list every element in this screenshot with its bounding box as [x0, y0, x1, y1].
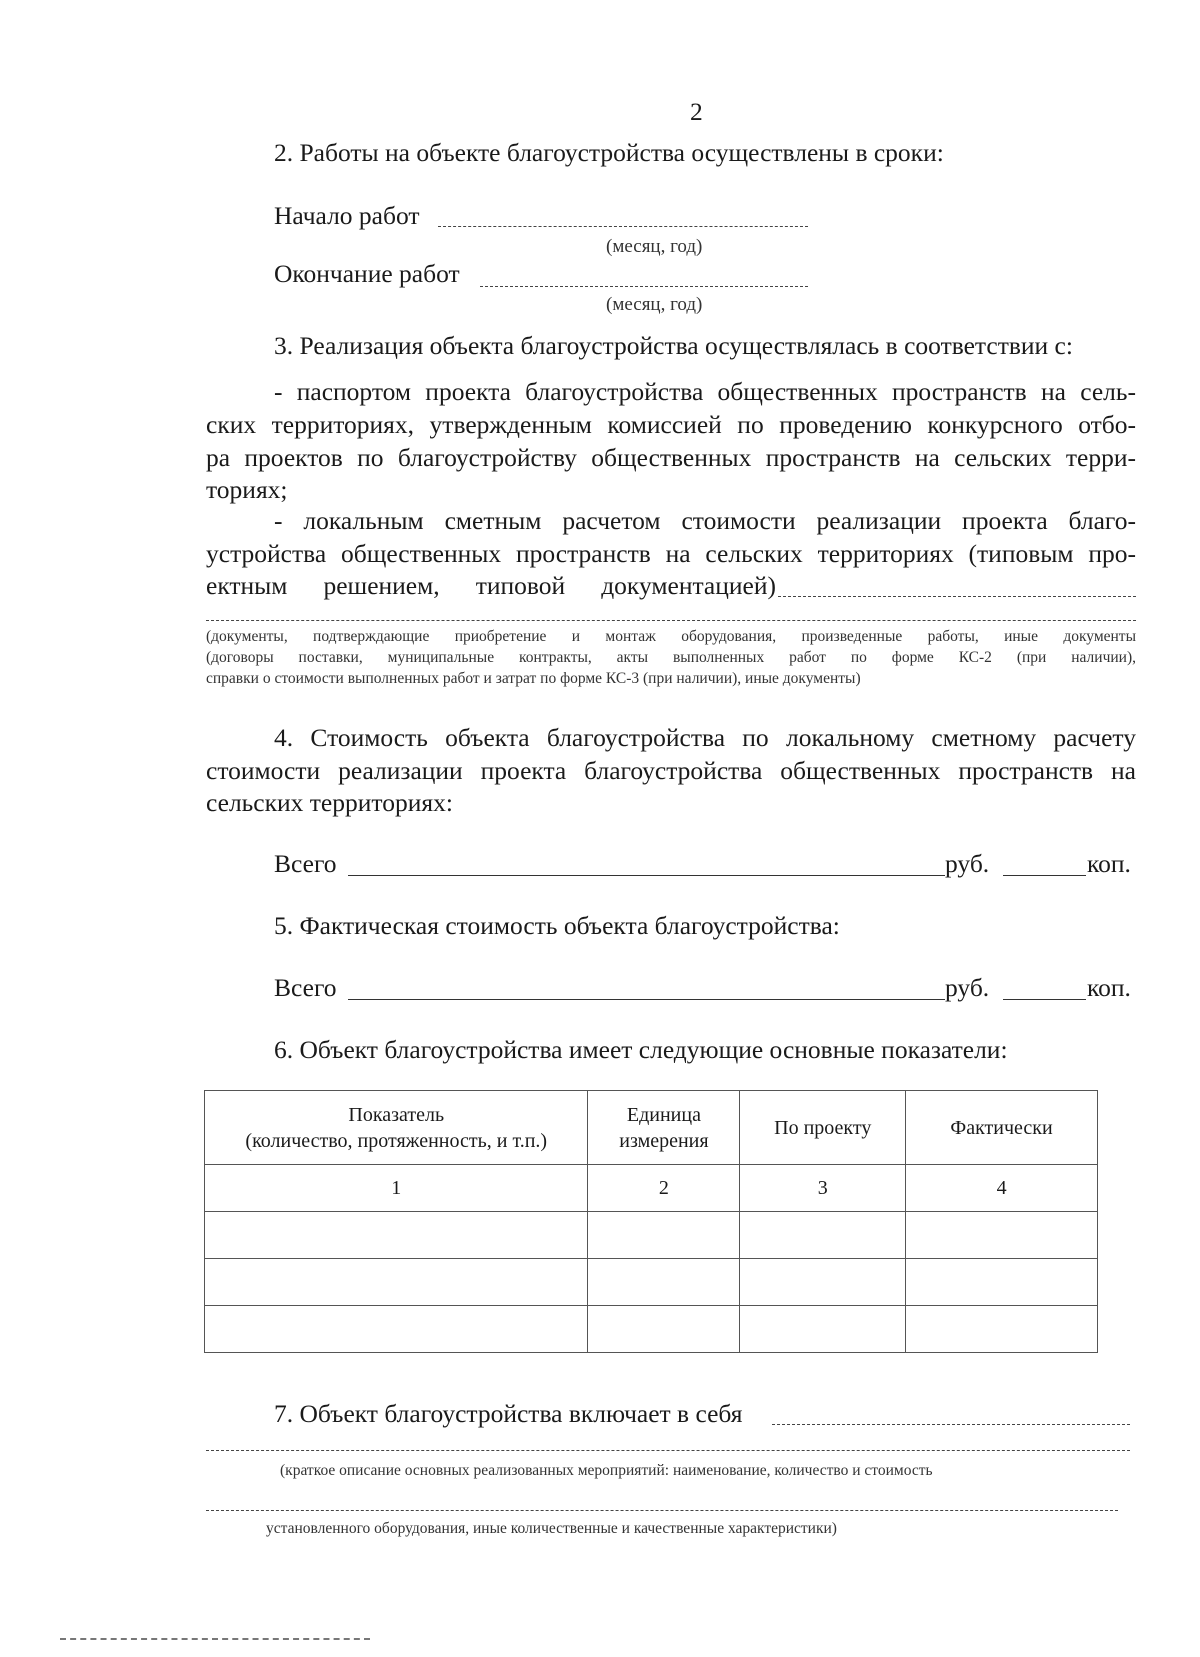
item2-line-1: - локальным сметным расчетом стоимости реализации проекта благо- — [274, 506, 1136, 535]
item1-line-4: ториях; — [206, 475, 288, 504]
start-date-field[interactable] — [438, 226, 808, 227]
docs-note-line-3: справки о стоимости выполненных работ и затрат по форме КС-3 (при наличии), иные документы) — [206, 670, 861, 687]
s7-note-2: установленного оборудования, иные количественные и качественные характеристики) — [266, 1520, 837, 1537]
s7-note-1: (краткое описание основных реализованных мероприятий: наименование, количество и стоимость — [280, 1462, 933, 1479]
section-3-heading: 3. Реализация объекта благоустройства осуществлялась в соответствии с: — [274, 331, 1073, 360]
table-row — [205, 1306, 1098, 1353]
end-date-hint: (месяц, год) — [606, 294, 703, 315]
table-row — [205, 1212, 1098, 1259]
estimate-field[interactable] — [778, 596, 1136, 597]
section-4-line-2: стоимости реализации проекта благоустройства общественных пространств на — [206, 756, 1136, 785]
s4-kop-field[interactable] — [1003, 875, 1086, 876]
table-cell[interactable] — [588, 1259, 740, 1306]
s5-kop-label: коп. — [1087, 973, 1131, 1002]
col-number-1: 1 — [205, 1165, 588, 1212]
page-number: 2 — [690, 97, 703, 126]
table-cell[interactable] — [906, 1306, 1098, 1353]
s4-rub-field[interactable] — [348, 875, 945, 876]
s5-kop-field[interactable] — [1003, 999, 1086, 1000]
section-6-heading: 6. Объект благоустройства имеет следующие основные показатели: — [274, 1035, 1008, 1064]
indicators-table — [204, 1090, 1098, 1353]
header-indicator: Показатель (количество, протяженность, и т.п.) — [205, 1091, 588, 1165]
scan-artifact-line — [60, 1638, 370, 1640]
start-label: Начало работ — [274, 201, 420, 230]
table-cell[interactable] — [906, 1212, 1098, 1259]
s4-total-label: Всего — [274, 849, 337, 878]
s4-rub-label: руб. — [945, 849, 990, 878]
section-7-heading: 7. Объект благоустройства включает в себя — [274, 1399, 743, 1428]
table-cell[interactable] — [740, 1259, 906, 1306]
section-4-line-1: 4. Стоимость объекта благоустройства по локальному сметному расчету — [274, 723, 1136, 752]
header-unit: Единица измерения — [588, 1091, 740, 1165]
item1-line-2: ских территориях, утвержденным комиссией по проведению конкурсного отбо- — [206, 410, 1136, 439]
item2-line-3: ектным решением, типовой документацией) — [206, 571, 776, 600]
item1-line-1: - паспортом проекта благоустройства общественных пространств на сель- — [274, 377, 1136, 406]
table-cell[interactable] — [588, 1212, 740, 1259]
s7-field-3[interactable] — [206, 1510, 1118, 1511]
header-by-project: По проекту — [740, 1091, 906, 1165]
col-number-2: 2 — [588, 1165, 740, 1212]
s7-field-2[interactable] — [206, 1450, 1130, 1451]
item1-line-3: ра проектов по благоустройству общественных пространств на сельских терри- — [206, 443, 1136, 472]
table-cell[interactable] — [906, 1259, 1098, 1306]
s5-rub-label: руб. — [945, 973, 990, 1002]
table-cell[interactable] — [740, 1306, 906, 1353]
start-date-hint: (месяц, год) — [606, 236, 703, 257]
section-4-line-3: сельских территориях: — [206, 788, 453, 817]
table-row — [205, 1259, 1098, 1306]
col-number-3: 3 — [740, 1165, 906, 1212]
header-actual: Фактически — [906, 1091, 1098, 1165]
item2-line-2: устройства общественных пространств на сельских территориях (типовым про- — [206, 539, 1136, 568]
end-date-field[interactable] — [480, 286, 808, 287]
s5-total-label: Всего — [274, 973, 337, 1002]
table-cell[interactable] — [740, 1212, 906, 1259]
docs-field[interactable] — [206, 620, 1136, 621]
table-number-row — [205, 1165, 1098, 1212]
table-cell[interactable] — [205, 1306, 588, 1353]
table-cell[interactable] — [205, 1259, 588, 1306]
table-cell[interactable] — [588, 1306, 740, 1353]
end-label: Окончание работ — [274, 259, 460, 288]
section-5-heading: 5. Фактическая стоимость объекта благоустройства: — [274, 911, 840, 940]
table-cell[interactable] — [205, 1212, 588, 1259]
s4-kop-label: коп. — [1087, 849, 1131, 878]
s5-rub-field[interactable] — [348, 999, 945, 1000]
section-2-heading: 2. Работы на объекте благоустройства осуществлены в сроки: — [274, 138, 944, 167]
docs-note-line-2: (договоры поставки, муниципальные контракты, акты выполненных работ по форме КС-2 (при наличии), — [206, 649, 1136, 666]
s7-field-1[interactable] — [772, 1424, 1130, 1425]
table-header-row — [205, 1091, 1098, 1165]
docs-note-line-1: (документы, подтверждающие приобретение и монтаж оборудования, произведенные работы, иные документы — [206, 628, 1136, 645]
col-number-4: 4 — [906, 1165, 1098, 1212]
